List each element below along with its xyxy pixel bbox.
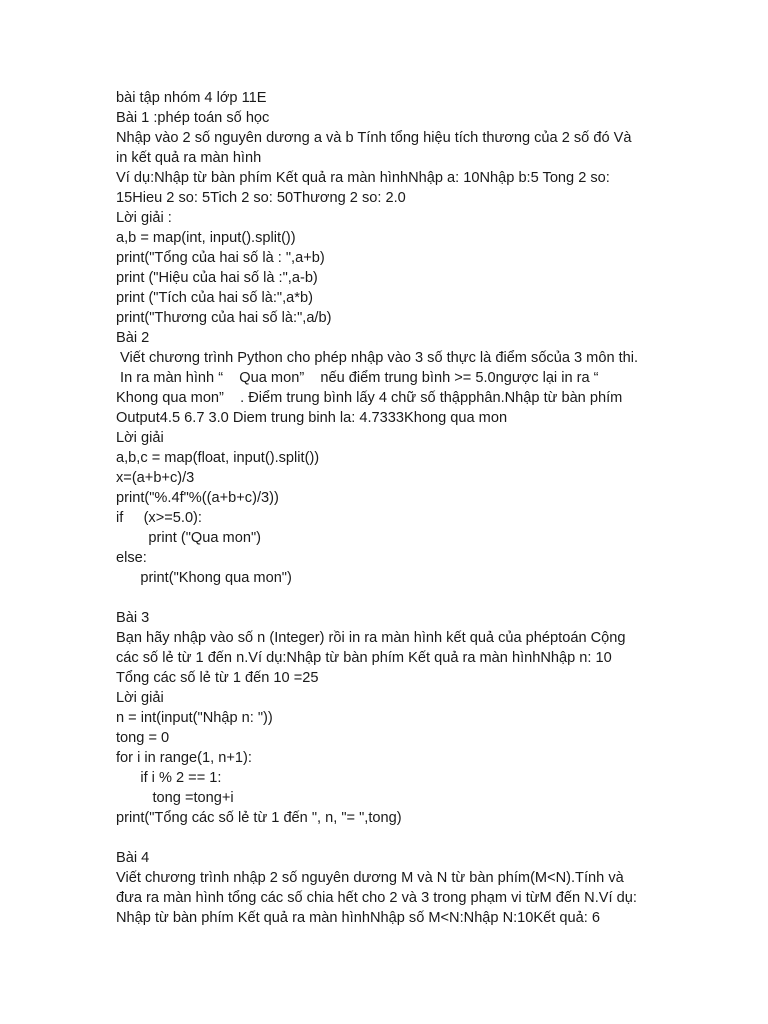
text-line: x=(a+b+c)/3: [116, 470, 195, 486]
text-line: Output4.5 6.7 3.0 Diem trung binh la: 4.7333Khong qua mon: [116, 410, 508, 426]
text-line: In ra màn hình “ Qua mon” nếu điểm trung bình >= 5.0ngược lại in ra “: [116, 370, 599, 386]
text-line: Viết chương trình Python cho phép nhập vào 3 số thực là điểm sốcủa 3 môn thi.: [116, 350, 639, 366]
text-line: Lời giải :: [116, 210, 172, 226]
text-line: tong =tong+i: [116, 790, 234, 806]
blank-line: [116, 588, 678, 608]
document-body: [116, 88, 678, 928]
blank-line: [116, 828, 678, 848]
text-line: đưa ra màn hình tổng các số chia hết cho 2 và 3 trong phạm vi từM đến N.Ví dụ:: [116, 890, 637, 906]
text-line: 15Hieu 2 so: 5Tich 2 so: 50Thương 2 so: 2.0: [116, 190, 406, 206]
text-line: print("Tổng của hai số là : ",a+b): [116, 250, 325, 266]
text-line: Lời giải: [116, 690, 164, 706]
text-line: print ("Hiệu của hai số là :",a-b): [116, 270, 318, 286]
text-line: Nhập từ bàn phím Kết quả ra màn hìnhNhập số M<N:Nhập N:10Kết quả: 6: [116, 910, 600, 926]
text-line: Bài 3: [116, 610, 150, 626]
text-line: a,b = map(int, input().split()): [116, 230, 296, 246]
text-line: Bạn hãy nhập vào số n (Integer) rồi in ra màn hình kết quả của phéptoán Cộng: [116, 630, 626, 646]
text-line: print("Tổng các số lẻ từ 1 đến ", n, "= ",tong): [116, 810, 402, 826]
text-line: Lời giải: [116, 430, 164, 446]
text-line: if (x>=5.0):: [116, 510, 202, 526]
text-line: for i in range(1, n+1):: [116, 750, 252, 766]
text-line: print("%.4f"%((a+b+c)/3)): [116, 490, 279, 506]
text-line: print("Thương của hai số là:",a/b): [116, 310, 332, 326]
text-line: print ("Tích của hai số là:",a*b): [116, 290, 313, 306]
text-line: n = int(input("Nhập n: ")): [116, 710, 273, 726]
text-line: các số lẻ từ 1 đến n.Ví dụ:Nhập từ bàn phím Kết quả ra màn hìnhNhập n: 10: [116, 650, 612, 666]
text-line: if i % 2 == 1:: [116, 770, 222, 786]
text-line: bài tập nhóm 4 lớp 11E: [116, 90, 267, 106]
text-line: tong = 0: [116, 730, 170, 746]
text-line: else:: [116, 550, 147, 566]
text-line: Bài 1 :phép toán số học: [116, 110, 270, 126]
text-line: Viết chương trình nhập 2 số nguyên dương M và N từ bàn phím(M<N).Tính và: [116, 870, 624, 886]
text-line: Tổng các số lẻ từ 1 đến 10 =25: [116, 670, 319, 686]
text-line: Bài 2: [116, 330, 150, 346]
text-line: Nhập vào 2 số nguyên dương a và b Tính tổng hiệu tích thương của 2 số đó Và: [116, 130, 632, 146]
text-line: Ví dụ:Nhập từ bàn phím Kết quả ra màn hìnhNhập a: 10Nhập b:5 Tong 2 so:: [116, 170, 610, 186]
text-line: in kết quả ra màn hình: [116, 150, 262, 166]
text-line: print ("Qua mon"): [116, 530, 261, 546]
text-line: Bài 4: [116, 850, 150, 866]
text-line: a,b,c = map(float, input().split()): [116, 450, 320, 466]
text-line: print("Khong qua mon"): [116, 570, 292, 586]
text-line: Khong qua mon” . Điểm trung bình lấy 4 chữ số thậpphân.Nhập từ bàn phím: [116, 390, 623, 406]
